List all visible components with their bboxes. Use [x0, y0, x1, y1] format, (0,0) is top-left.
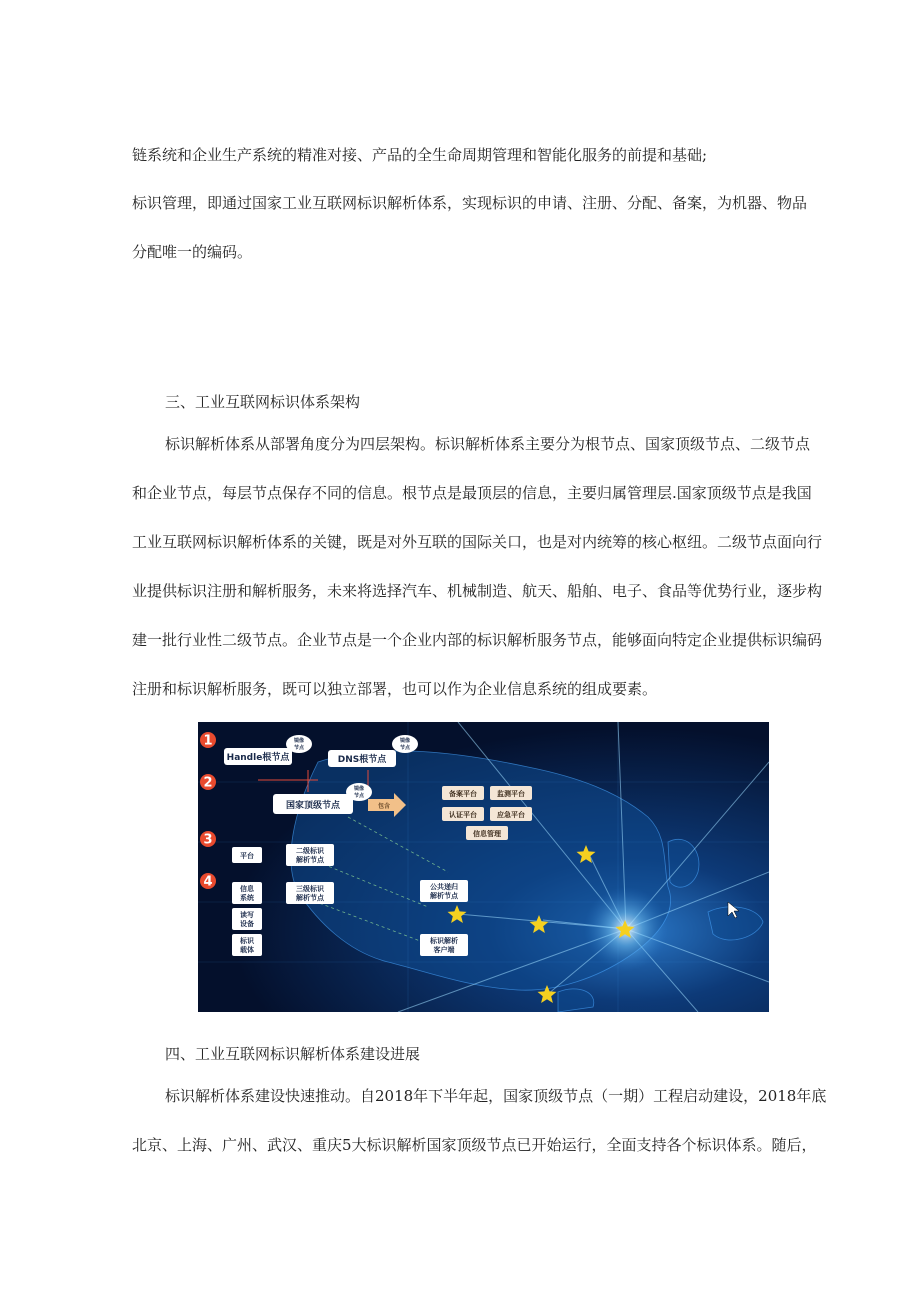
national-top-node-label: 国家顶级节点 — [285, 801, 341, 811]
text-line: 注册和标识解析服务，既可以独立部署，也可以作为企业信息系统的组成要素。 — [132, 680, 658, 698]
platform-label: 平台 — [240, 852, 254, 860]
section-heading-4: 四、工业互联网标识解析体系建设进展 — [165, 1045, 421, 1063]
layer-number-1: 1 — [203, 733, 213, 749]
info-system-label: 系统 — [240, 894, 254, 902]
third-level-node-label: 解析节点 — [296, 894, 324, 902]
rw-device-label: 设备 — [240, 920, 254, 928]
text-line: 建一批行业性二级节点。企业节点是一个企业内部的标识解析服务节点，能够面向特定企业提供标识编码 — [132, 631, 823, 649]
id-client-label: 标识解析 — [430, 937, 458, 945]
public-recursive-node-label: 公共递归 — [430, 883, 458, 891]
id-carrier-label: 标识 — [240, 937, 254, 945]
text-line: 标识解析体系从部署角度分为四层架构。标识解析体系主要分为根节点、国家顶级节点、二级节点 — [165, 435, 811, 453]
third-level-node-label: 三级标识 — [296, 885, 324, 893]
info-management-label: 信息管理 — [473, 830, 501, 838]
layer-number-4: 4 — [203, 874, 213, 890]
monitor-platform-label: 监测平台 — [497, 790, 525, 798]
auth-platform-label: 认证平台 — [449, 811, 477, 819]
emergency-platform-label: 应急平台 — [497, 811, 525, 819]
mirror-node-label: 节点 — [293, 745, 305, 751]
layer-number-2: 2 — [203, 775, 213, 791]
text-line: 工业互联网标识解析体系的关键，既是对外互联的国际关口，也是对内统筹的核心枢纽。二级节点面向行 — [132, 533, 823, 551]
info-system-label: 信息 — [240, 885, 254, 893]
rw-device-label: 读写 — [240, 911, 254, 919]
text-line: 业提供标识注册和解析服务，未来将选择汽车、机械制造、航天、船舶、电子、食品等优势行业，逐步构 — [132, 582, 823, 600]
text-line: 北京、上海、广州、武汉、重庆5大标识解析国家顶级节点已开始运行，全面支持各个标识体系。随后， — [132, 1136, 817, 1154]
section-heading-3: 三、工业互联网标识体系架构 — [165, 393, 361, 411]
contains-label: 包含 — [377, 803, 391, 810]
id-carrier-label: 载体 — [240, 946, 254, 954]
dns-root-node-label: DNS根节点 — [337, 755, 387, 765]
mirror-node-label: 节点 — [353, 793, 365, 799]
layer-number-3: 3 — [203, 832, 213, 848]
text-line: 和企业节点，每层节点保存不同的信息。根节点是最顶层的信息，主要归属管理层.国家顶级节点是我国 — [132, 484, 812, 502]
architecture-map-figure — [198, 722, 769, 1012]
second-level-node-label: 二级标识 — [296, 847, 324, 855]
mirror-node-label: 镜像 — [293, 738, 305, 744]
filing-platform-label: 备案平台 — [449, 790, 477, 798]
second-level-node-label: 解析节点 — [296, 856, 324, 864]
mirror-node-label: 镜像 — [399, 738, 411, 744]
id-client-label: 客户端 — [433, 946, 455, 954]
public-recursive-node-label: 解析节点 — [430, 892, 458, 900]
text-line: 标识管理，即通过国家工业互联网标识解析体系，实现标识的申请、注册、分配、备案，为机器、物品 — [132, 194, 808, 212]
text-line: 标识解析体系建设快速推动。自2018年下半年起，国家顶级节点（一期）工程启动建设，2018年底 — [165, 1087, 827, 1105]
mirror-node-label: 节点 — [399, 745, 411, 751]
handle-root-node-label: Handle根节点 — [226, 753, 290, 763]
text-line: 分配唯一的编码。 — [132, 243, 253, 261]
text-line: 链系统和企业生产系统的精准对接、产品的全生命周期管理和智能化服务的前提和基础; — [132, 146, 708, 164]
mirror-node-label: 镜像 — [353, 786, 365, 792]
